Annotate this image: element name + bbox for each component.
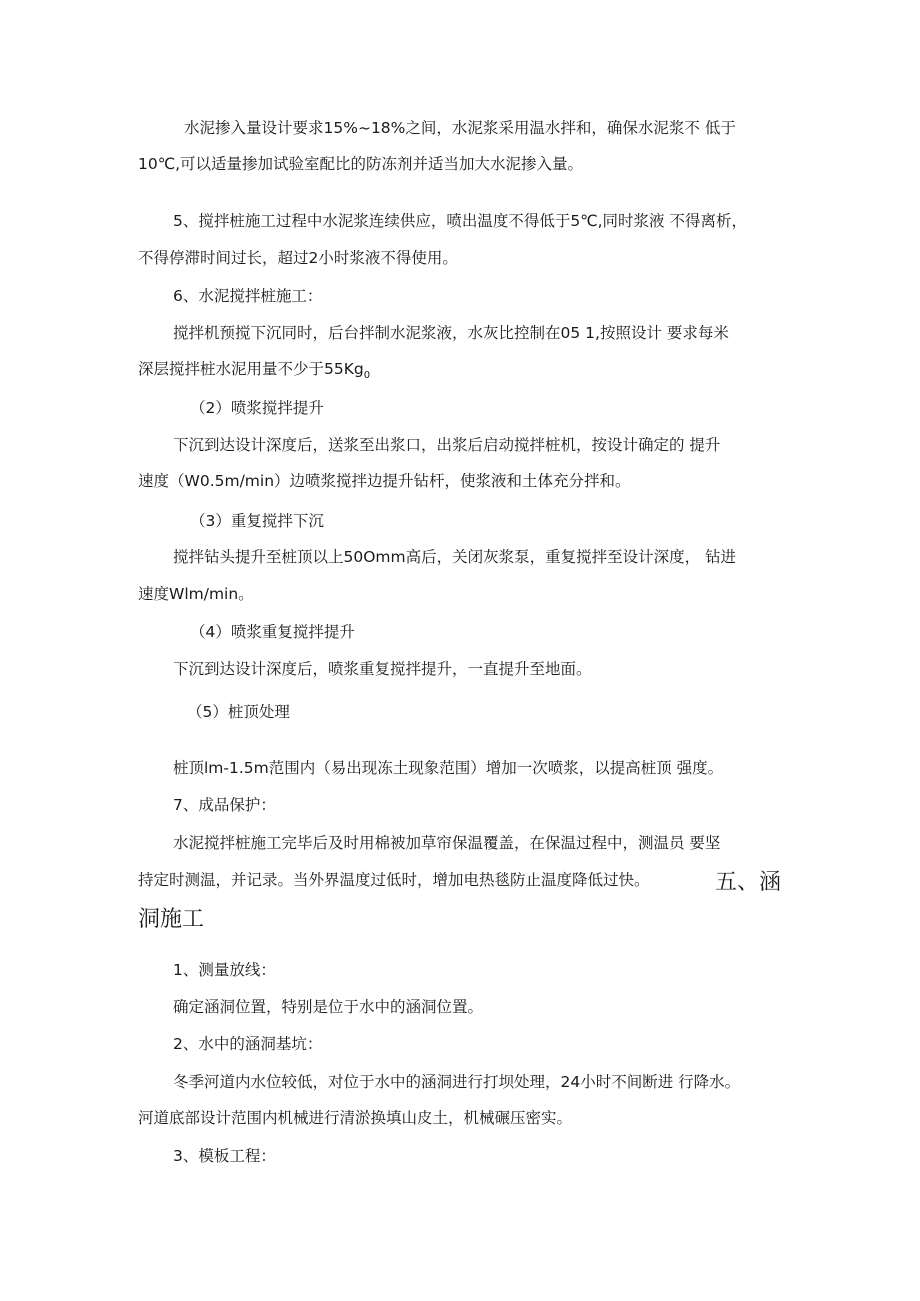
paragraph-repeat-sinking-line-2: 速度Wlm/min。: [138, 585, 254, 603]
paragraph-cement-ratio-line-2: 10℃,可以适量掺加试验室配比的防冻剂并适当加大水泥掺入量。: [138, 155, 584, 173]
heading-foundation-pit: 2、水中的涵洞基坑：: [173, 1035, 323, 1053]
heading-step-3: （3）重复搅拌下沉: [190, 512, 324, 530]
cement-dosage-subscript: 0: [363, 370, 371, 382]
cement-dosage-text: 深层搅拌桩水泥用量不少于55Kg: [138, 360, 364, 378]
section-heading-culvert-part-2: 洞施工: [138, 907, 205, 932]
heading-survey-layout: 1、测量放线：: [173, 961, 276, 979]
paragraph-repeat-lift-line-1: 下沉到达设计深度后，喷浆重复搅拌提升，一直提升至地面。: [173, 660, 592, 678]
heading-step-5: （5）桩顶处理: [187, 703, 290, 721]
paragraph-protection-line-2: 持定时测温，并记录。当外界温度过低时，增加电热毯防止温度降低过快。: [138, 871, 650, 889]
section-heading-culvert-part-1: 五、涵: [715, 870, 782, 895]
paragraph-pit-line-1: 冬季河道内水位较低，对位于水中的涵洞进行打坝处理，24小时不间断进 行降水。: [173, 1073, 741, 1091]
heading-mixing-pile-construction: 6、水泥搅拌桩施工：: [173, 287, 323, 305]
paragraph-protection-line-1: 水泥搅拌桩施工完毕后及时用棉被加草帘保温覆盖，在保温过程中，测温员 要坚: [173, 834, 721, 852]
heading-step-2: （2）喷浆搅拌提升: [190, 399, 324, 417]
paragraph-pile-top-line-1: 桩顶lm-1.5m范围内（易出现冻土现象范围）增加一次喷浆，以提高桩顶 强度。: [173, 759, 724, 777]
heading-product-protection: 7、成品保护：: [173, 796, 276, 814]
paragraph-slurry-supply-line-2: 不得停滞时间过长，超过2小时浆液不得使用。: [138, 249, 458, 267]
heading-formwork: 3、模板工程：: [173, 1147, 276, 1165]
paragraph-premix-sinking-line-2: [138, 357, 370, 388]
paragraph-survey-line-1: 确定涵洞位置，特别是位于水中的涵洞位置。: [173, 998, 484, 1016]
paragraph-lift-line-1: 下沉到达设计深度后，送浆至出浆口，出浆后启动搅拌桩机，按设计确定的 提升: [173, 436, 721, 454]
paragraph-premix-sinking-line-1: 搅拌机预搅下沉同时，后台拌制水泥浆液，水灰比控制在05 1,按照设计 要求每米: [173, 324, 729, 342]
paragraph-pit-line-2: 河道底部设计范围内机械进行清淤换填山皮土，机械碾压密实。: [138, 1109, 573, 1127]
paragraph-cement-ratio-line-1: 水泥掺入量设计要求15%~18%之间，水泥浆采用温水拌和，确保水泥浆不 低于: [184, 119, 736, 137]
paragraph-slurry-supply-line-1: 5、搅拌桩施工过程中水泥浆连续供应，喷出温度不得低于5℃,同时浆液 不得离析，: [173, 212, 747, 230]
paragraph-lift-line-2: 速度（W0.5m∕min）边喷浆搅拌边提升钻杆，使浆液和土体充分拌和。: [138, 472, 631, 490]
paragraph-repeat-sinking-line-1: 搅拌钻头提升至桩顶以上50Omm高后，关闭灰浆泵，重复搅拌至设计深度， 钻进: [173, 548, 737, 566]
heading-step-4: （4）喷浆重复搅拌提升: [190, 623, 355, 641]
